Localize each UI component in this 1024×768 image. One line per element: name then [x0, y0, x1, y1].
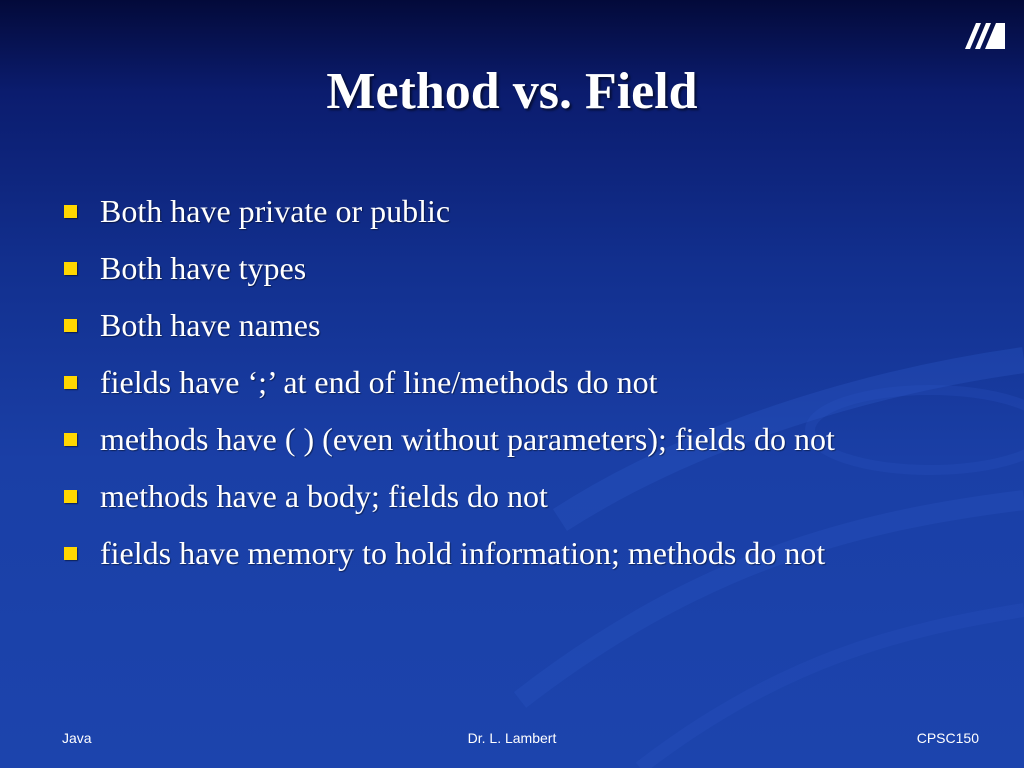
bullet-text: fields have memory to hold information; methods do not [100, 535, 826, 571]
square-bullet-icon [64, 319, 77, 332]
bullet-text: Both have names [100, 307, 321, 343]
square-bullet-icon [64, 205, 77, 218]
bullet-item [62, 530, 942, 577]
bullet-item [62, 245, 942, 292]
bullet-item [62, 473, 942, 520]
bullet-text: methods have ( ) (even without parameters); fields do not [100, 421, 835, 457]
footer-course-topic: Java [62, 730, 92, 746]
footer-author: Dr. L. Lambert [467, 730, 557, 746]
bullet-item [62, 416, 942, 463]
square-bullet-icon [64, 262, 77, 275]
square-bullet-icon [64, 433, 77, 446]
bullet-text: methods have a body; fields do not [100, 478, 548, 514]
bullet-item [62, 188, 942, 235]
bullet-text: Both have types [100, 250, 307, 286]
square-bullet-icon [64, 490, 77, 503]
bullet-text: Both have private or public [100, 193, 451, 229]
square-bullet-icon [64, 547, 77, 560]
footer-course-code: CPSC150 [916, 730, 979, 746]
slide-title: Method vs. Field [326, 63, 698, 120]
bullet-list [62, 188, 942, 587]
bullet-text: fields have ‘;’ at end of line/methods do not [100, 364, 658, 400]
slanted-bars-logo-icon [965, 23, 1005, 49]
bullet-item [62, 302, 942, 349]
square-bullet-icon [64, 376, 77, 389]
bullet-item [62, 359, 942, 406]
